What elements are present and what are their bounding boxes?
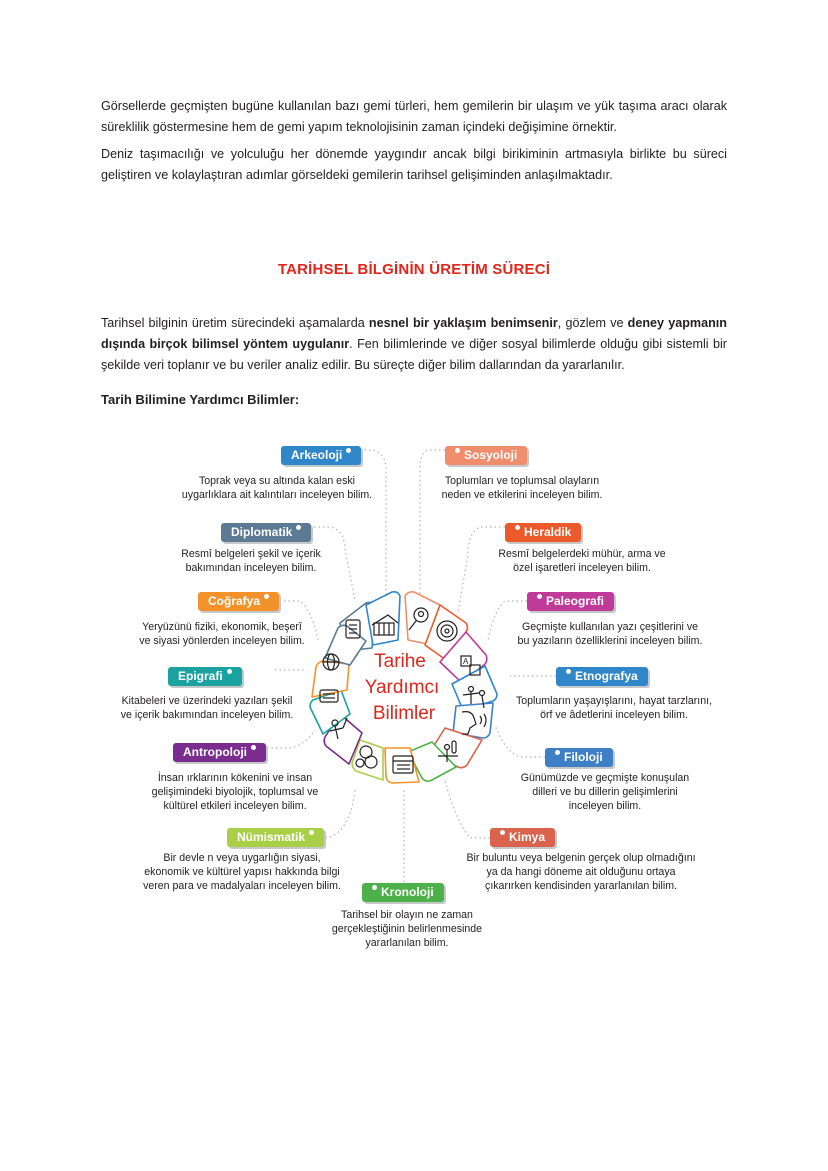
center-text-line-3: Bilimler bbox=[372, 703, 436, 724]
label-arkeoloji: Arkeoloji bbox=[281, 446, 361, 465]
body-bold-text: nesnel bir yaklaşım benimsenir bbox=[368, 316, 558, 330]
desc-cografya: Yeryüzünü fiziki, ekonomik, beşerî ve siyasi yönlerden inceleyen bilim. bbox=[139, 621, 305, 647]
label-sosyoloji: Sosyoloji bbox=[445, 446, 527, 465]
desc-etnografya: Toplumların yaşayışlarını, hayat tarzlarını, örf ve âdetlerini inceleyen bilim. bbox=[515, 695, 713, 721]
center-text-line-1: Tarihe bbox=[374, 651, 426, 672]
desc-kronoloji: Tarihsel bir olayın ne zaman gerçekleştiğinin belirlenmesinde yararlanılan bilim. bbox=[331, 909, 483, 949]
label-kimya: Kimya bbox=[490, 828, 555, 847]
body-text: . Fen bilimlerinde ve diğer sosyal bilimlerde olduğu gibi sistemli bir şekilde veri toplanır ve bu veriler analiz edilir. Bu süreçte diğer bilim dallarından da yararlanılır. bbox=[101, 337, 728, 372]
label-kronoloji: Kronoloji bbox=[362, 883, 444, 902]
desc-paleografi: Geçmişte kullanılan yazı çeşitlerini ve bu yazıların özelliklerini inceleyen bilim. bbox=[517, 621, 703, 647]
subheading: Tarih Bilimine Yardımcı Bilimler: bbox=[101, 392, 300, 407]
desc-sosyoloji: Toplumları ve toplumsal olayların neden ve etkilerini inceleyen bilim. bbox=[441, 475, 603, 501]
label-diplomatik: Diplomatik bbox=[221, 523, 311, 542]
label-cografya: Coğrafya bbox=[198, 592, 279, 611]
desc-arkeoloji: Toprak veya su altında kalan eski uygarlıklara ait kalıntıları inceleyen bilim. bbox=[181, 475, 373, 501]
desc-antropoloji: İnsan ırklarının kökenini ve insan gelişimindeki biyolojik, toplumsal ve kültürel etkileri inceleyen bilim. bbox=[151, 772, 319, 812]
desc-diplomatik: Resmî belgeleri şekil ve içerik bakımından inceleyen bilim. bbox=[181, 548, 321, 574]
intro-paragraph-1: Görsellerde geçmişten bugüne kullanılan bazı gemi türleri, hem gemilerin bir ulaşım ve yük taşıma aracı olarak süreklilik göstermesine hem de gemi yapım teknolojisinin zaman içindeki değişimine örnektir. bbox=[101, 99, 727, 134]
section-title: TARİHSEL BİLGİNİN ÜRETİM SÜRECİ bbox=[277, 261, 551, 278]
body-text: , gözlem ve bbox=[557, 316, 628, 330]
label-antropoloji: Antropoloji bbox=[173, 743, 266, 762]
label-paleografi: Paleografi bbox=[527, 592, 614, 611]
label-heraldik: Heraldik bbox=[505, 523, 581, 542]
center-text-line-2: Yardımcı bbox=[364, 677, 440, 698]
svg-text:A: A bbox=[463, 657, 469, 666]
desc-heraldik: Resmî belgelerdeki mühür, arma ve özel işaretleri inceleyen bilim. bbox=[498, 548, 666, 574]
label-etnografya: Etnografya bbox=[556, 667, 648, 686]
label-numismatik: Nümismatik bbox=[227, 828, 324, 847]
desc-epigrafi: Kitabeleri ve üzerindeki yazıları şekil ve içerik bakımından inceleyen bilim. bbox=[120, 695, 294, 721]
body-text: Tarihsel bilginin üretim sürecindeki aşamalarda bbox=[101, 316, 369, 330]
label-epigrafi: Epigrafi bbox=[168, 667, 242, 686]
desc-numismatik: Bir devle n veya uygarlığın siyasi, ekonomik ve kültürel yapısı hakkında bilgi veren para ve madalyaları inceleyen bilim. bbox=[143, 852, 341, 892]
desc-filoloji: Günümüzde ve geçmişte konuşulan dilleri ve bu dillerin gelişimlerini inceleyen bilim. bbox=[520, 772, 690, 812]
desc-kimya: Bir buluntu veya belgenin gerçek olup olmadığını ya da hangi döneme ait olduğunu ortaya çıkarırken kendisinden yararlanılan bilim. bbox=[466, 852, 696, 892]
body-bold-text: deney yapmanın dışında birçok bilimsel yöntem uygulanır bbox=[101, 316, 728, 351]
intro-paragraph-2: Deniz taşımacılığı ve yolculuğu her dönemde yaygındır ancak bilgi birikiminin artmasıyla birlikte bu süreci geliştiren ve kolaylaştıran adımlar görseldeki gemilerin tarihsel gelişiminden anlaşılmaktadır. bbox=[101, 147, 727, 182]
label-filoloji: Filoloji bbox=[545, 748, 613, 767]
